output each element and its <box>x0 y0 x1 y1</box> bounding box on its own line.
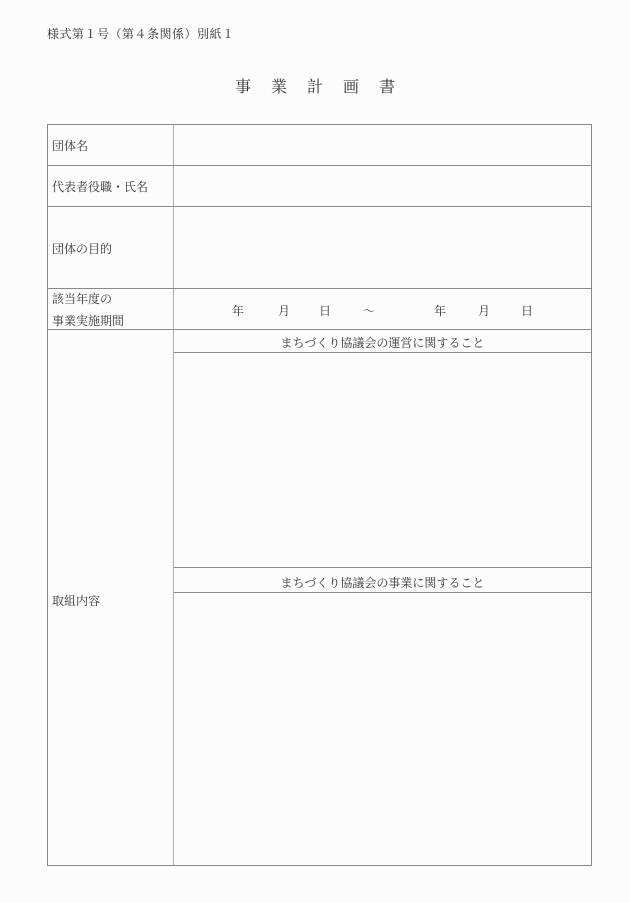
label-period-line1: 該当年度の <box>52 292 113 306</box>
label-group-name: 団体名 <box>52 139 89 153</box>
title-char: 画 <box>343 77 360 96</box>
section-divider <box>174 567 591 568</box>
projects-content-field[interactable] <box>175 594 590 864</box>
representative-field[interactable] <box>175 167 590 205</box>
period-field[interactable] <box>175 290 590 328</box>
section-heading-projects: まちづくり協議会の事業に関すること <box>280 576 485 590</box>
start-year: 年 <box>232 304 245 318</box>
row-divider <box>48 329 591 330</box>
page-title <box>0 74 630 97</box>
period-separator: ～ <box>363 304 376 318</box>
title-char: 業 <box>270 77 287 96</box>
section-divider <box>174 352 591 353</box>
title-char: 計 <box>306 77 323 96</box>
label-activities: 取組内容 <box>52 594 101 608</box>
row-divider <box>48 165 591 166</box>
end-day: 日 <box>521 304 534 318</box>
label-period-line2: 事業実施期間 <box>52 314 125 328</box>
plan-table <box>47 124 592 866</box>
label-representative: 代表者役職・氏名 <box>52 180 149 194</box>
form-number: 様式第１号（第４条関係）別紙１ <box>47 27 235 41</box>
group-purpose-field[interactable] <box>175 208 590 287</box>
row-divider <box>48 206 591 207</box>
title-char: 事 <box>234 77 251 96</box>
group-name-field[interactable] <box>175 126 590 164</box>
label-group-purpose: 団体の目的 <box>52 242 113 256</box>
column-divider <box>173 125 174 865</box>
end-year: 年 <box>434 304 447 318</box>
end-month: 月 <box>478 304 491 318</box>
start-day: 日 <box>319 304 332 318</box>
start-month: 月 <box>278 304 291 318</box>
section-heading-operation: まちづくり協議会の運営に関すること <box>280 336 485 350</box>
section-divider <box>174 592 591 593</box>
title-char: 書 <box>379 77 396 96</box>
operation-content-field[interactable] <box>175 354 590 566</box>
row-divider <box>48 288 591 289</box>
